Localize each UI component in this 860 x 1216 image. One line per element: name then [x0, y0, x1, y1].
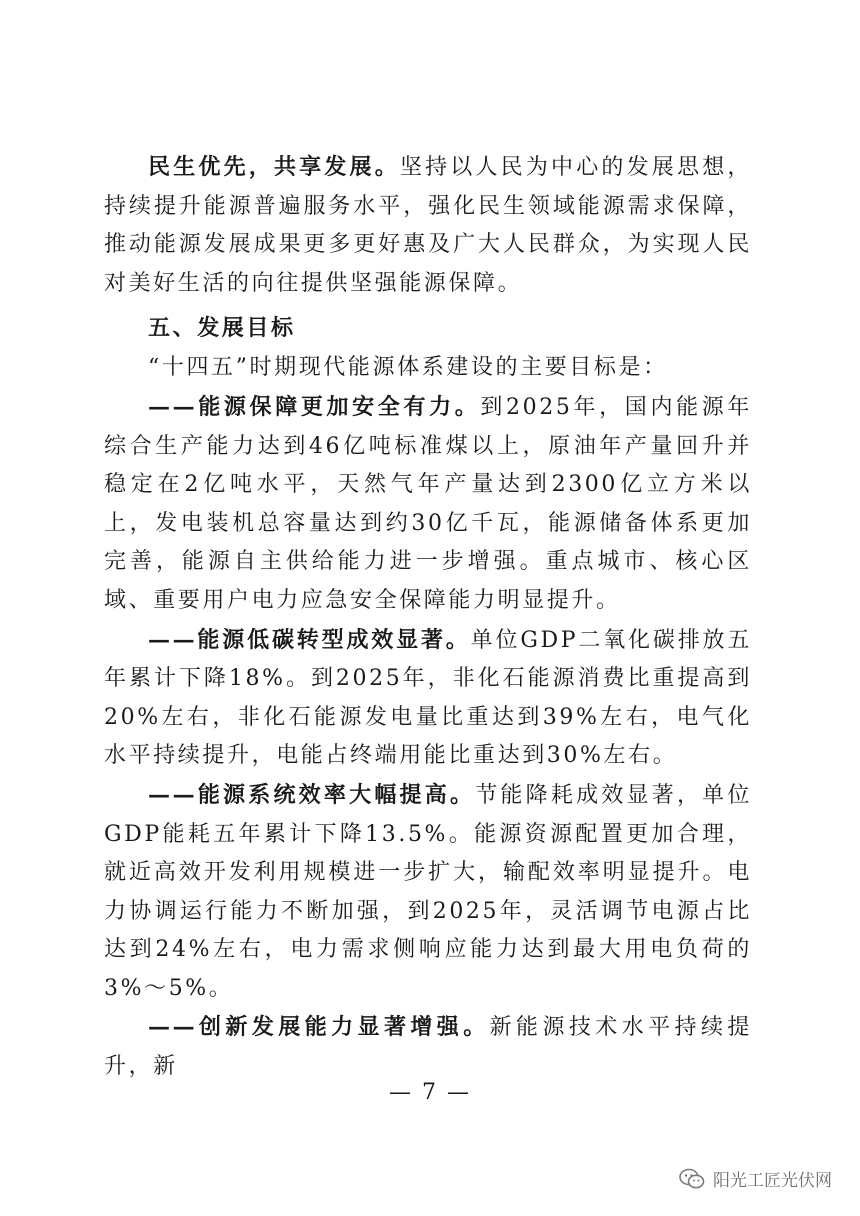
paragraph-efficiency	[104, 776, 752, 1009]
paragraph-lead: ——能源系统效率大幅提高。	[148, 781, 476, 808]
paragraph-lead: ——能源保障更加安全有力。	[148, 393, 481, 420]
watermark-text: 阳光工匠光伏网	[713, 1171, 832, 1191]
paragraph-low-carbon	[104, 621, 752, 776]
paragraph-livelihood	[104, 148, 752, 303]
paragraph-lead: ——能源低碳转型成效显著。	[148, 626, 471, 653]
watermark	[679, 1166, 832, 1191]
paragraph-lead: ——创新发展能力显著增强。	[148, 1014, 490, 1041]
wechat-icon	[679, 1168, 705, 1190]
document-body	[104, 148, 752, 1087]
paragraph-intro	[104, 349, 752, 388]
paragraph-text: 节能降耗成效显著，单位GDP能耗五年累计下降13.5%。能源资源配置更加合理，就近高效开发利用规模进一步扩大，输配效率明显提升。电力协调运行能力不断加强，到2025年，灵活调节电源占比达到24%左右，电力需求侧响应能力达到最大用电负荷的3%～5%。	[104, 782, 752, 1001]
paragraph-text: 单位GDP二氧化碳排放五年累计下降18%。到2025年，非化石能源消费比重提高到20%左右，非化石能源发电量比重达到39%左右，电气化水平持续提升，电能占终端用能比重达到30%左右。	[104, 627, 752, 769]
paragraph-text: 到2025年，国内能源年综合生产能力达到46亿吨标准煤以上，原油年产量回升并稳定在2亿吨水平，天然气年产量达到2300亿立方米以上，发电装机总容量达到约30亿千瓦，能源储备体系更加完善，能源自主供给能力进一步增强。重点城市、核心区域、重要用户电力应急安全保障能力明显提升。	[104, 394, 752, 613]
paragraph-text: 新能源技术水平持续提升，新	[104, 1015, 752, 1080]
page-number: — 7 —	[389, 1080, 471, 1105]
paragraph-text: 坚持以人民为中心的发展思想，持续提升能源普遍服务水平，强化民生领域能源需求保障，推动能源发展成果更多更好惠及广大人民群众，为实现人民对美好生活的向往提供坚强能源保障。	[104, 155, 752, 296]
paragraph-innovation	[104, 1008, 752, 1086]
paragraph-lead: 民生优先，共享发展。	[148, 154, 400, 180]
paragraph-text: “十四五”时期现代能源体系建设的主要目标是：	[148, 355, 668, 381]
paragraph-security	[104, 388, 752, 621]
section-heading: 五、发展目标	[148, 316, 296, 342]
